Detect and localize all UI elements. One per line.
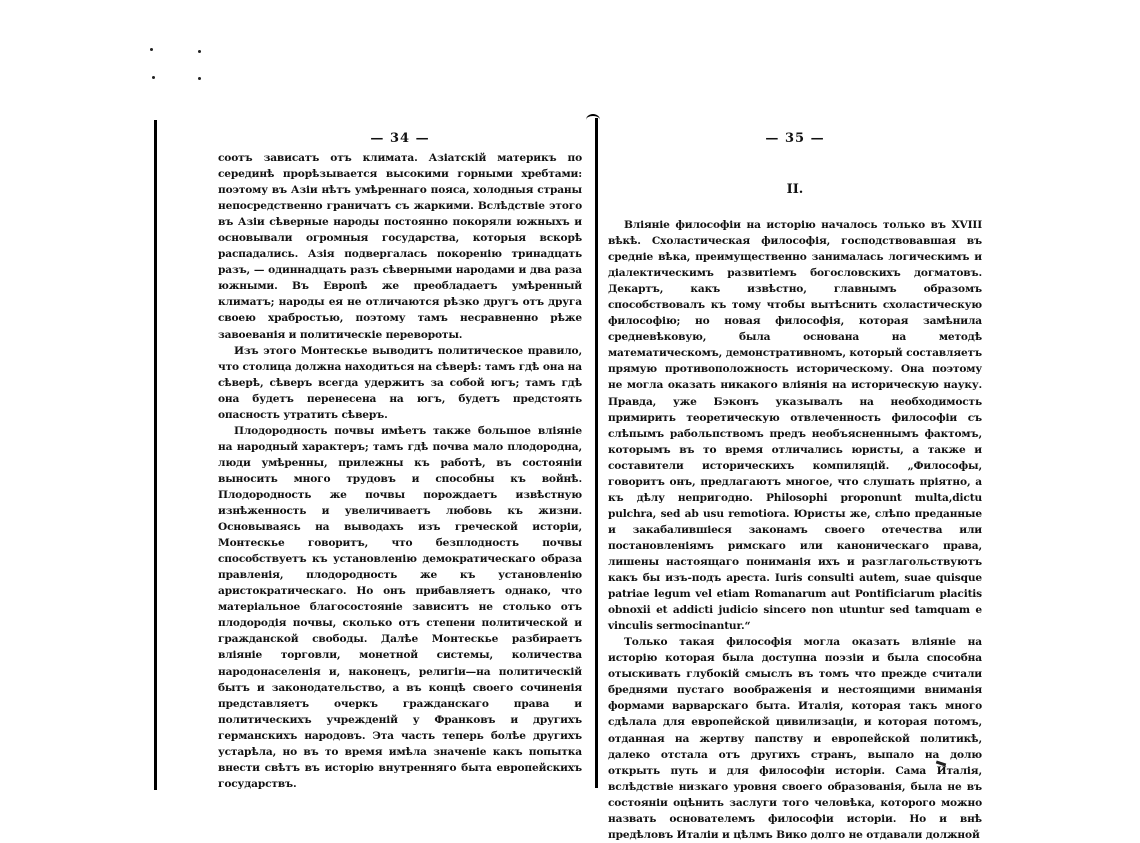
left-page: [218, 128, 582, 792]
book-spine: [595, 118, 598, 788]
scan-speck: [198, 77, 201, 80]
paragraph: Изъ этого Монтескье выводитъ политическое правило, что столица должна находиться на сѣверѣ: тамъ гдѣ она на сѣверѣ, сѣверъ всегда удержитъ за собой югъ; тамъ гдѣ она будетъ перенесена на югъ, будетъ предстоять опасность утратить сѣверъ.: [218, 344, 582, 421]
paragraph: соотъ зависатъ отъ климата. Азіатскій материкъ по серединѣ прорѣзывается высокими горными хребтами: поэтому въ Азіи нѣтъ умѣреннаго пояса, холодныя страны непосредственно граничатъ съ жаркими. Вслѣдствіе этого въ Азіи сѣверные народы постоянно покоряли южныхъ и основывали огромныя государства, которыя вскорѣ распадались. Азія подвергалась покоренію тринадцать разъ, — одиннадцать разъ сѣверными народами и два раза южными. Въ Европѣ же преобладаетъ умѣренный климатъ; народы ея не отличаются рѣзко другъ отъ друга своею храбростью, поэтому тамъ несравненно рѣже завоеванія и политическіе перевороты.: [218, 152, 582, 341]
page-body: [608, 217, 982, 843]
scan-speck: [150, 48, 153, 51]
page-number: — 34 —: [370, 131, 430, 146]
right-page: [608, 128, 982, 843]
page-body: [218, 150, 582, 792]
paragraph: Вліяніе философіи на исторію началось только въ XVIII вѣкѣ. Схоластическая философія, господствовавшая въ средніе вѣка, преимущественно занималась логическимъ и діалектическимъ развитіемъ богословскихъ догматовъ. Декартъ, какъ извѣстно, главнымъ образомъ способствовалъ къ тому чтобы вытѣснить схоластическую философію; но новая философія, которая замѣнила средневѣковую, была основана на методѣ математическомъ, демонстративномъ, который составляетъ прямую противоположность историческому. Она поэтому не могла оказать никакого вліянія на историческую науку. Правда, уже Бэконъ указывалъ на необходимость примирить теоретическую отвлеченность философіи съ слѣпымъ рабольпствомъ предъ необъясненнымъ фактомъ, которымъ въ то время отличались юристы, а также и составители историческихъ компиляцій. „Философы, говоритъ онъ, предлагаютъ многое, что слушать пріятно, а къ дѣлу непригодно. Philosophi proponunt multa,dictu pulchra, sed ab usu remotiora. Юристы же, слѣпо преданные и закабалившіеся законамъ своего отечества или постановленіямъ римскаго или каноническаго права, лишены настоящаго пониманія ихъ и разглагольствуютъ какъ бы изъ-подъ ареста. Iuris consulti autem, suae quisque patriae legum vel etiam Romanarum aut Pontificiarum placitis obnoxii et addicti judicio sincero non utuntur sed tamquam e vinculis sermocinantur.“: [608, 219, 982, 633]
scan-speck: [198, 50, 201, 53]
left-margin-bracket: [154, 120, 163, 790]
scan-speck: [152, 76, 155, 79]
paragraph: Плодородность почвы имѣетъ также большое вліяніе на народный характеръ; тамъ гдѣ почва мало плодородна, люди умѣренны, прилежны къ работѣ, въ состояніи выносить много трудовъ и способны къ войнѣ. Плодородность же почвы порождаетъ извѣстную изнѣженность и увеличиваетъ любовь къ жизни. Основываясь на выводахъ изъ греческой исторіи, Монтескье говоритъ, что безплодность почвы способствуетъ къ установленію демократическаго образа правленія, плодородность же къ установленію аристократическаго. Но онъ прибавляетъ однако, что матеріальное благосостояніе зависитъ не столько отъ плодородія почвы, сколько отъ степени политической и гражданской свободы. Далѣе Монтескье разбираетъ вліяніе торговли, монетной системы, количества народонаселенія и, наконецъ, религіи—на политическій бытъ и законодательство, а въ концѣ своего сочиненія представляетъ очеркъ гражданскаго права и политическихъ учрежденій у Франковъ и другихъ германскихъ народовъ. Эта часть теперь болѣе другихъ устарѣла, но въ то время имѣла значеніе какъ попытка внести свѣтъ въ исторію внутренняго быта европейскихъ государствъ.: [218, 424, 582, 790]
paragraph: Только такая философія могла оказать вліяніе на исторію которая была доступна поэзіи и была способна отыскивать глубокій смыслъ въ томъ что прежде считали бреднями пустаго воображенія и нестоящими вниманія формами варварскаго быта. Италія, которая такъ много сдѣлала для европейской цивилизаціи, и которая потомъ, отданная на жертву папству и европейской политикѣ, далеко отстала отъ другихъ странъ, выпало на долю открыть путь и для философіи исторіи. Сама Италія, вслѣдствіе низкаго уровня своего образованія, была не въ состояніи оцѣнить заслуги того человѣка, которого можно назвать основателемъ философіи исторіи. Но и внѣ предѣловъ Италіи и цѣлмъ Вико долго не отдавали должной: [608, 636, 982, 841]
page-number: — 35 —: [765, 131, 825, 146]
section-heading: II.: [786, 182, 804, 197]
